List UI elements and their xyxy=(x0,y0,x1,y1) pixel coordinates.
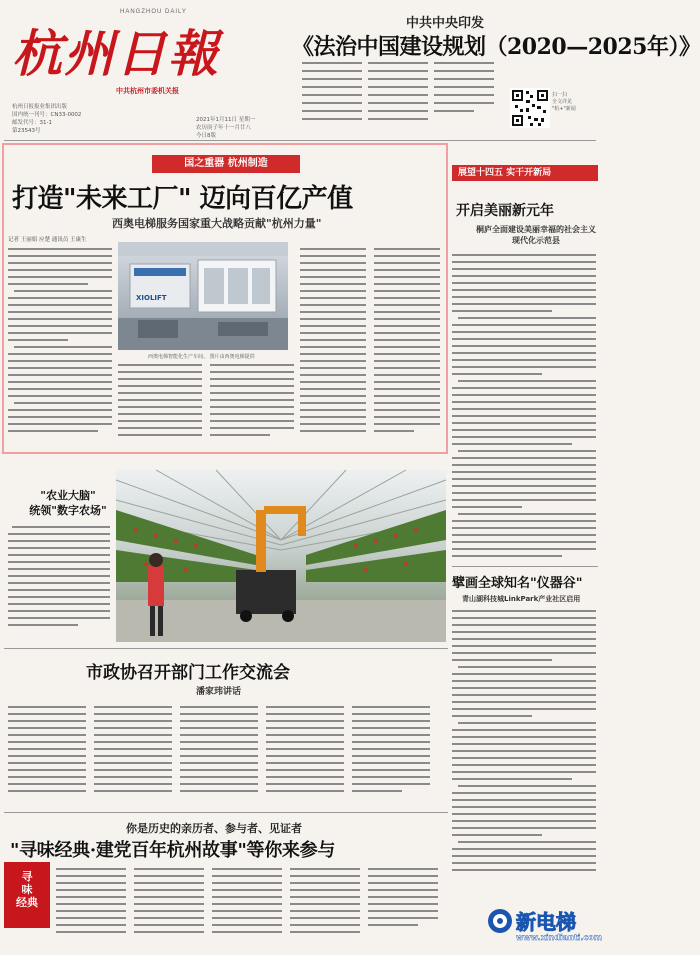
qr-caption-line: 全文详见 xyxy=(552,99,573,105)
badge-line: 经典 xyxy=(16,896,38,909)
instrument-valley-body xyxy=(452,608,598,904)
qr-code-icon[interactable] xyxy=(510,88,550,128)
right-story-title[interactable]: 开启美丽新元年 xyxy=(456,203,554,219)
lead-story-byline: 记者 王丽娟 应楚 通讯员 王康生 xyxy=(8,237,87,243)
instrument-valley-subtitle: 青山湖科技城LinkPark产业社区启用 xyxy=(462,595,581,603)
bottom-story-body xyxy=(56,866,448,948)
farm-story-title-line: 统领"数字农场" xyxy=(29,504,107,517)
lead-story-kicker: 国之重器 杭州制造 xyxy=(152,155,300,173)
bottom-divider xyxy=(4,812,448,813)
top-story-body-text xyxy=(302,60,502,130)
section-divider xyxy=(4,648,448,649)
badge-line: 寻 xyxy=(21,870,33,883)
series-banner: 展望十四五 实干开新局 xyxy=(452,165,598,181)
newspaper-logo: 杭州日報 xyxy=(12,24,220,83)
factory-sign-text: XIOLIFT xyxy=(136,294,167,302)
farm-story-title-line: "农业大脑" xyxy=(40,489,96,502)
issue-date-line: 农历庚子年十一月廿八 xyxy=(196,125,252,131)
farm-story-title[interactable] xyxy=(28,488,108,518)
masthead-english-name: HANGZHOU DAILY xyxy=(120,9,187,15)
issue-date-line: 今日8版 xyxy=(196,133,216,139)
top-story-headline[interactable]: 《法治中国建设规划（2020—2025年）》 xyxy=(292,34,700,60)
qr-code-caption xyxy=(552,92,596,113)
issue-date xyxy=(196,116,306,140)
lead-story-title[interactable]: 打造"未来工厂" 迈向百亿产值 xyxy=(12,184,353,214)
watermark-url: www.xindianti.com xyxy=(516,933,603,942)
greenhouse-photo xyxy=(116,470,446,642)
civic-story-body xyxy=(8,704,448,808)
lead-story-body-middle xyxy=(118,362,298,448)
lead-story-body-right xyxy=(300,246,442,446)
civic-story-title[interactable]: 市政协召开部门工作交流会 xyxy=(86,663,290,683)
qr-caption-line: "杭+"新闻 xyxy=(552,106,576,112)
top-story-kicker: 中共中央印发 xyxy=(406,16,485,31)
lead-story-body-left xyxy=(8,246,114,442)
farm-story-body xyxy=(8,524,112,644)
instrument-valley-title[interactable]: 擘画全球知名"仪器谷" xyxy=(452,576,583,591)
watermark-text: 新电梯 xyxy=(516,910,576,934)
publication-info-line: 国内统一刊号：CN33-0002 xyxy=(12,112,82,118)
issue-date-line: 2021年1月11日 星期一 xyxy=(196,117,256,123)
masthead-subtitle: 中共杭州市委机关报 xyxy=(116,87,179,95)
right-column-divider xyxy=(452,566,598,567)
masthead xyxy=(0,0,700,140)
bottom-story-kicker: 你是历史的亲历者、参与者、见证者 xyxy=(126,822,302,835)
qr-caption-line: 扫一扫 xyxy=(552,92,568,98)
factory-photo xyxy=(118,242,288,350)
civic-story-subtitle: 潘家玮讲话 xyxy=(196,687,242,697)
factory-photo-caption: 西奥电梯智能化生产车间。 图片由西奥电梯提供 xyxy=(148,354,255,360)
lead-story-subtitle: 西奥电梯服务国家重大战略贡献"杭州力量" xyxy=(112,217,322,230)
publication-info xyxy=(12,103,142,135)
masthead-divider xyxy=(4,140,596,141)
right-story-subtitle: 桐庐全面建设美丽幸福的社会主义现代化示范县 xyxy=(476,225,596,245)
publication-info-line: 第23543号 xyxy=(12,128,41,134)
right-story-body xyxy=(452,252,598,564)
badge-line: 味 xyxy=(21,883,33,896)
bottom-story-badge xyxy=(4,862,50,928)
publication-info-line: 邮发代号：31-1 xyxy=(12,120,52,126)
publication-info-line: 杭州日报报业集团出版 xyxy=(12,104,68,110)
bottom-story-title[interactable]: "寻味经典·建党百年杭州故事"等你来参与 xyxy=(10,840,336,861)
